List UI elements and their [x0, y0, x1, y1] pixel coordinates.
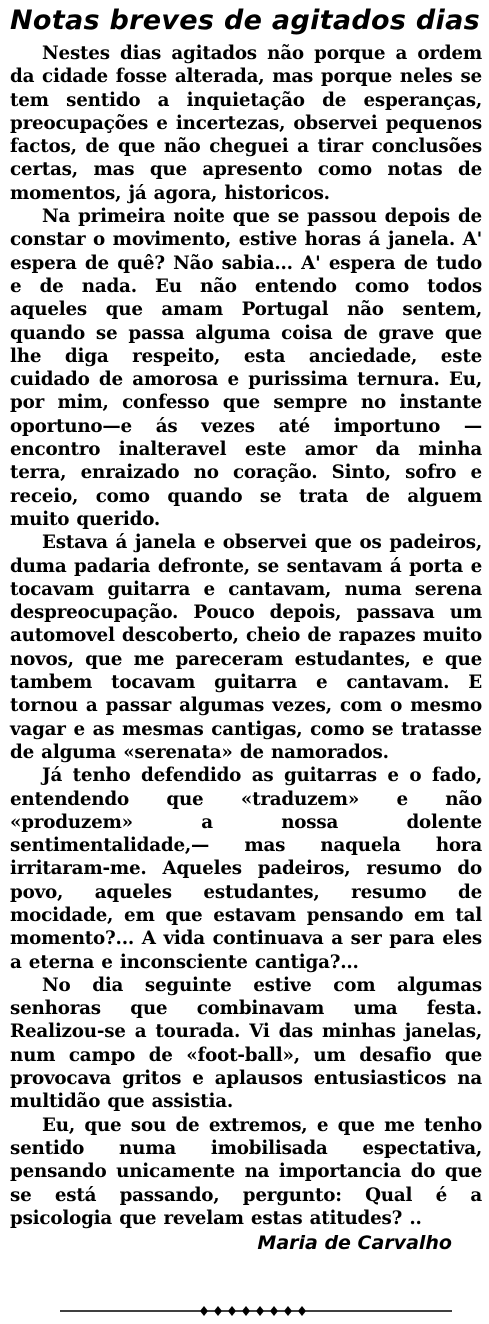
paragraph-6: Eu, que sou de extremos, e que me tenho sentido numa imobilisada espectativa, pensando unicamente na importancia do que se está passando, pergunto: Qual é a psicologia que revelam estas atitudes? ..: [10, 1114, 482, 1229]
paragraph-4: Já tenho defendido as guitarras e o fado, entendendo que «traduzem» e não «produzem» a nossa dolente sentimentalidade,— mas naquela hora irritaram-me. Aqueles padeiros, resumo do povo, aqueles estudantes, resumo de mocidade, em que estavam pensando em tal momento?... A vida continuava a ser para eles a eterna e inconsciente cantiga?...: [10, 765, 482, 973]
author-signature: Maria de Carvalho: [257, 1232, 452, 1255]
paragraph-1: Nestes dias agitados não porque a ordem da cidade fosse alterada, mas porque neles se tem sentido a inquietação de esperanças, preocupações e incertezas, observei pequenos factos, de que não cheguei a tirar conclusões certas, mas que apresento como notas de momentos, já agora, historicos.: [10, 43, 482, 204]
paragraph-5: No dia seguinte estive com algumas senhoras que combinavam uma festa. Realizou-se a tourada. Vi das minhas janelas, num campo de «foot-ball», um desafio que provocava gritos e aplausos entusiasticos na multidão que assistia.: [10, 974, 482, 1113]
paragraph-2: Na primeira noite que se passou depois de constar o movimento, estive horas á janela. A' espera de quê? Não sabia... A' espera de tudo e de nada. Eu não entendo como todos aqueles que amam Portugal não sentem, quando se passa alguma coisa de grave que lhe diga respeito, esta anciedade, este cuidado de amorosa e purissima ternura. Eu, por mim, confesso que sempre no instante oportuno—e ás vezes até importuno — encontro inalteravel este amor da minha terra, enraizado no coração. Sinto, sofro e receio, como quando se trata de alguem muito querido.: [10, 206, 482, 530]
ornamental-divider: [60, 1305, 452, 1317]
article: [10, 2, 482, 1256]
paragraph-3: Estava á janela e observei que os padeiros, duma padaria defronte, se sentavam á porta e tocavam guitarra e cantavam, numa serena despreocupação. Pouco depois, passava um automovel descoberto, cheio de rapazes muito novos, que me pareceram estudantes, e que tambem tocavam guitarra e cantavam. E tornou a passar algumas vezes, com o mesmo vagar e as mesmas cantigas, como se tratasse de alguma «serenata» de namorados.: [10, 532, 482, 763]
article-title: Notas breves de agitados dias: [10, 5, 480, 36]
